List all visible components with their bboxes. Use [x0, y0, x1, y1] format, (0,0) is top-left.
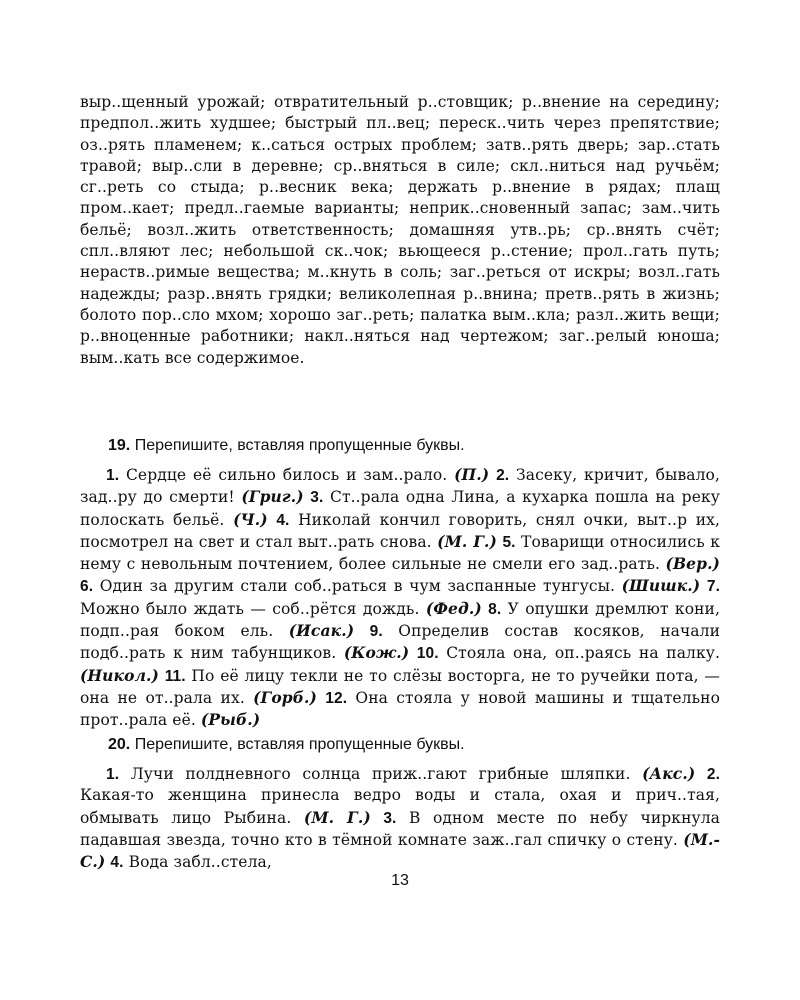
sentence-source: (М. Г.) [303, 807, 371, 827]
task-number: 20. [108, 736, 131, 753]
sentence-text: Она стояла у новой машины и тщательно прот..рала её. [80, 688, 720, 730]
sentence-text: Лучи полдневного солнца приж..гают грибные шляпки. [130, 765, 631, 783]
task-20-exercise [80, 763, 720, 873]
task-19-heading [108, 436, 465, 456]
sentence-number: 1. [106, 467, 120, 484]
sentence-number: 7. [706, 578, 720, 596]
sentence-text: Ст..рала одна Лина, а кухарка пошла на реку полоскать бельё. [80, 488, 720, 529]
exercise-paragraph [80, 464, 720, 732]
sentence-text: В одном месте по небу чиркнула падавшая звезда, точно кто в тёмной комнате заж..гал спичку о стену. [80, 808, 721, 849]
sentence-number: 12. [325, 689, 348, 707]
sentence-source: (М. Г.) [437, 531, 497, 551]
sentence-number: 9. [369, 623, 383, 641]
sentence-number: 1. [106, 766, 120, 783]
task-number: 19. [108, 437, 131, 454]
sentence-text: Николай кончил говорить, снял очки, выт..р их, посмотрел на свет и стал выт..рать снова. [80, 510, 721, 551]
sentence-source: (Акс.) [642, 764, 696, 783]
sentence-number: 3. [383, 809, 397, 827]
sentence-number: 2. [496, 467, 510, 484]
sentence-source: (Никол.) [80, 665, 159, 685]
sentence-number: 4. [110, 854, 124, 872]
sentence-text: Засеку, кричит, бывало, зад..ру до смерти! [80, 466, 721, 507]
word-list-paragraph: выр..щенный урожай; отвратительный р..стовщик; р..внение на середину; предпол..жить худшее; быстрый пл..вец; переск..чить через препятствие; оз..рять пламенем; к..саться острых проблем; затв..рять дверь; зар..стать травой; выр..сли в деревне; ср..вняться в силе; скл..ниться над ручьём; сг..реть со стыда; р..весник века; держать р..внение в рядах; плащ пром..кает; предл..гаемые варианты; неприк..сновенный запас; зам..чить бельё; возл..жить ответственность; домашняя утв..рь; ср..внять счёт; спл..вляют лес; небольшой ск..чок; вьющееся р..стение; прол..гать путь; нераств..римые вещества; м..кнуть в соль; заг..реться от искры; возл..гать надежды; разр..внять грядки; великолепная р..внина; претв..рять в жизнь; болото пор..сло мхом; хорошо заг..реть; палатка вым..кла; разл..жить вещи; р..вноценные работники; накл..няться над чертежом; заг..релый юноша; вым..кать все содержимое. [80, 93, 720, 367]
sentence-source: (Вер.) [665, 554, 720, 574]
sentence-source: (Фед.) [425, 598, 482, 618]
sentence-text: Стояла она, оп..раясь на палку. [446, 644, 721, 663]
sentence-text: Определив состав косяков, начали подб..рать к ним табунщиков. [80, 622, 721, 663]
sentence-number: 11. [164, 667, 186, 685]
word-list-block [80, 92, 720, 369]
sentence-number: 3. [310, 489, 324, 507]
sentence-text: У опушки дремлют кони, подп..рая боком ель. [80, 599, 721, 641]
sentence-number: 6. [80, 578, 94, 596]
task-instruction: Перепишите, вставляя пропущенные буквы. [134, 437, 465, 454]
sentence-text: Один за другим стали соб..раться в чум заспанные тунгусы. [99, 577, 616, 596]
sentence-source: (М.-С.) [80, 829, 720, 872]
sentence-source: (Кож.) [343, 643, 410, 663]
page-number: 13 [391, 872, 409, 889]
sentence-source: (Горб.) [253, 687, 317, 707]
sentence-text: Товарищи относились к нему с невольным почтением, более сильные не смели его зад..рать. [80, 532, 721, 574]
sentence-source: (Григ.) [241, 487, 304, 507]
task-20-heading [108, 735, 465, 755]
sentence-source: (Ч.) [233, 509, 268, 529]
sentence-source: (Исак.) [288, 621, 355, 641]
sentence-text: Вода забл..стела, [128, 853, 272, 872]
exercise-paragraph [80, 763, 720, 873]
sentence-source: (П.) [454, 465, 490, 484]
sentence-text: Можно было ждать — соб..рётся дождь. [80, 599, 420, 618]
sentence-number: 4. [276, 511, 290, 529]
sentence-source: (Рыб.) [200, 710, 261, 730]
sentence-number: 5. [502, 533, 516, 551]
sentence-number: 2. [706, 766, 720, 783]
sentence-number: 8. [488, 600, 502, 618]
sentence-number: 10. [416, 645, 439, 663]
task-instruction: Перепишите, вставляя пропущенные буквы. [134, 736, 465, 753]
sentence-text: Сердце её сильно билось и зам..рало. [125, 466, 448, 484]
sentence-text: По её лицу текли не то слёзы восторга, не то ручейки пота, — она не от..рала их. [80, 666, 720, 707]
sentence-source: (Шишк.) [621, 576, 701, 596]
sentence-text: Какая-то женщина принесла ведро воды и стала, охая и прич..тая, обмывать лицо Рыбина. [80, 786, 720, 827]
task-19-exercise [80, 464, 720, 732]
